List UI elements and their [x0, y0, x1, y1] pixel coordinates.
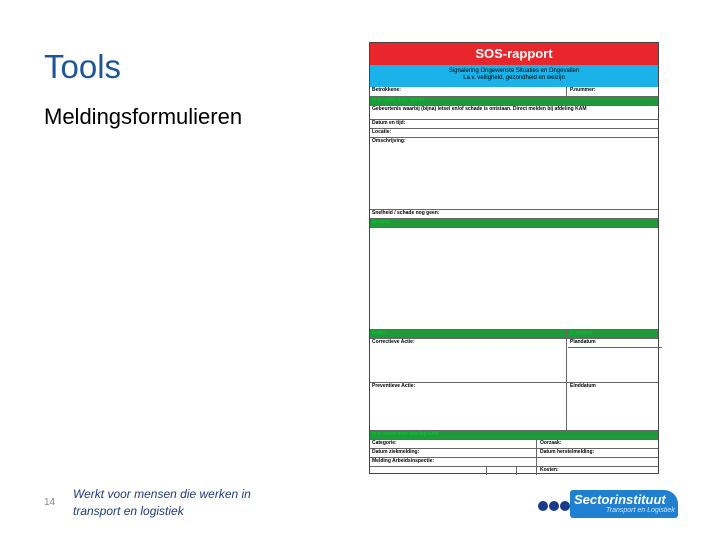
label-melding-arbeidsinspectie: Melding Arbeidsinspectie: [372, 458, 435, 464]
form-row-categorie [370, 440, 658, 449]
label-categorie: Categorie: [372, 440, 397, 446]
form-row-kosten [370, 467, 658, 475]
footer-tagline [73, 486, 251, 520]
label-snelheid: Snelheid / schade nog geen: [372, 210, 440, 216]
label-oorzaak: Oorzaak: [540, 440, 562, 446]
label-betrokkene: Betrokkene: [372, 87, 401, 93]
form-row-ziekmelding [370, 449, 658, 458]
slide-subtitle: Meldingsformulieren [44, 104, 243, 129]
section-acties-label: Acties [372, 330, 386, 336]
form-row-correctieve [370, 339, 658, 383]
label-gebeurtenis: Gebeurtenis waarbij (bijna) letsel en/of schade is ontstaan. Direct melden bij afdeling KAM [372, 106, 587, 112]
sectorinstituut-logo [538, 490, 678, 520]
section-melder-label: In te vullen door melder [372, 97, 425, 103]
logo-name: Sectorinstituut [574, 492, 666, 507]
form-header-line2: t.a.v. veiligheid, gezondheid en welzijn [463, 75, 565, 81]
section-acties-pnummer: P.nummer: [570, 330, 594, 336]
label-pnummer: P.nummer: [570, 87, 596, 93]
section-afdeling-label: In te vullen door afdeling KAM [372, 431, 439, 437]
form-row-snelheid [370, 210, 658, 219]
footer-line2: transport en logistiek [73, 504, 184, 518]
section-analyse [370, 219, 658, 228]
logo-dot-icon [560, 501, 570, 511]
slide-title: Tools [44, 48, 122, 85]
section-melder [370, 97, 658, 106]
form-title: SOS-rapport [370, 43, 658, 65]
section-afdeling [370, 431, 658, 440]
form-row-locatie [370, 129, 658, 138]
footer-line1: Werkt voor mensen die werken in [73, 487, 251, 501]
logo-dot-icon [538, 501, 548, 511]
form-header-line1: Signalering Ongewenste Situaties en Ongevallen [448, 68, 580, 74]
form-row-gebeurtenis [370, 106, 658, 120]
page-number: 14 [44, 497, 56, 508]
form-row-arbeidsinspectie [370, 458, 658, 467]
form-row-datum [370, 120, 658, 129]
section-acties [370, 330, 658, 339]
form-row-betrokkene [370, 87, 658, 97]
label-datum-tijd: Datum en tijd: [372, 120, 406, 126]
label-correctieve: Correctieve Actie: [372, 339, 415, 345]
label-kosten: Kosten: [540, 467, 559, 473]
form-row-omschrijving [370, 138, 658, 210]
label-preventieve: Preventieve Actie: [372, 383, 416, 389]
sos-report-form [369, 42, 659, 474]
label-datum-ziekmelding: Datum ziekmelding: [372, 449, 420, 455]
form-header [370, 65, 658, 87]
label-omschrijving: Omschrijving: [372, 138, 406, 144]
label-locatie: Locatie: [372, 129, 392, 135]
logo-tagline: Transport en Logistiek [606, 507, 675, 514]
logo-dot-icon [549, 501, 559, 511]
form-row-analyse-body [370, 228, 658, 330]
label-einddatum: Einddatum [570, 383, 596, 389]
form-row-preventieve [370, 383, 658, 431]
section-analyse-label: Analyse [372, 219, 390, 225]
label-planddatum: Plandatum [568, 339, 662, 348]
label-datum-herstelmelding: Datum herstelmelding: [540, 449, 595, 455]
